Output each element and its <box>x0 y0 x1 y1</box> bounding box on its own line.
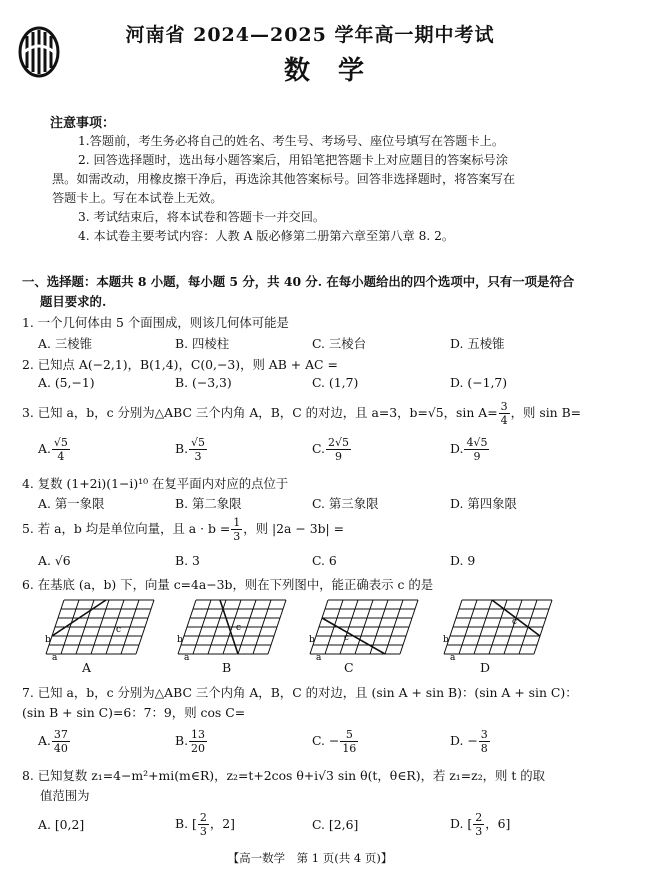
vec-a-label: a <box>184 653 190 663</box>
q7-option-b[interactable] <box>175 728 208 755</box>
note-line: 答题卡上。写在本试卷上无效。 <box>52 191 223 205</box>
option-letter: B. <box>175 733 189 748</box>
fraction <box>326 436 351 463</box>
vec-b-label: b <box>309 635 315 645</box>
fraction <box>52 436 70 463</box>
vec-a-label: a <box>316 653 322 663</box>
note-line: 3. 考试结束后，将本试卷和答题卡一并交回。 <box>78 210 326 224</box>
q2-option-d[interactable]: D. (−1,7) <box>450 375 508 390</box>
q5-option-c[interactable]: C. 6 <box>312 553 337 568</box>
question-4-stem: 4. 复数 (1+2i)(1−i)¹⁰ 在复平面内对应的点位于 <box>22 476 289 491</box>
q4-option-a[interactable]: A. 第一象限 <box>38 496 105 511</box>
numerator: 37 <box>53 728 68 741</box>
numerator: 13 <box>191 728 206 741</box>
option-letter: D. <box>450 441 464 456</box>
vec-b-label: b <box>45 635 51 645</box>
question-3-stem <box>22 400 581 427</box>
fraction <box>340 728 358 755</box>
denominator: 4 <box>57 450 65 463</box>
q5-option-d[interactable]: D. 9 <box>450 553 476 568</box>
q6-label-d: D <box>480 660 491 675</box>
denominator: 3 <box>199 825 207 838</box>
q4-option-c[interactable]: C. 第三象限 <box>312 496 379 511</box>
q7-option-d[interactable] <box>450 728 491 755</box>
numerator: 5 <box>340 728 358 742</box>
q6-figure-a[interactable] <box>45 594 156 663</box>
question-8-stem-cont: 值范围为 <box>40 788 90 803</box>
denominator: 4 <box>500 414 508 427</box>
numerator: 2√5 <box>327 436 349 449</box>
q6-label-b: B <box>222 660 232 675</box>
option-tail: ，2] <box>209 816 235 831</box>
question-8-stem: 8. 已知复数 z₁=4−m²+mi(m∈R)，z₂=t+2cos θ+i√3 sin θ(t，θ∈R)，若 z₁=z₂，则 t 的取 <box>22 768 546 783</box>
numerator: 2 <box>475 811 483 824</box>
subject-title: 数学 <box>283 56 392 86</box>
fraction <box>189 728 207 755</box>
notes-heading: 注意事项： <box>50 116 116 131</box>
numerator: 2 <box>199 811 207 824</box>
q2-option-b[interactable]: B. (−3,3) <box>175 375 232 390</box>
vec-b-label: b <box>177 635 183 645</box>
option-letter: D. [ <box>450 816 473 831</box>
q1-option-d[interactable]: D. 五棱锥 <box>450 336 505 351</box>
q3-stem-text: 3. 已知 a，b，c 分别为△ABC 三个内角 A，B，C 的对边，且 a=3，b=√5，sin A= <box>22 405 498 420</box>
q6-figure-d[interactable] <box>443 594 554 663</box>
question-7-stem: 7. 已知 a，b，c 分别为△ABC 三个内角 A，B，C 的对边，且 (sin A + sin B)：(sin A + sin C)： <box>22 685 578 700</box>
note-line: 2. 回答选择题时，选出每小题答案后，用铅笔把答题卡上对应题目的答案标号涂 <box>78 153 508 167</box>
q4-option-d[interactable]: D. 第四象限 <box>450 496 517 511</box>
numerator: 1 <box>233 516 241 529</box>
note-line: 黑。如需改动，用橡皮擦干净后，再选涂其他答案标号。回答非选择题时，将答案写在 <box>52 172 516 186</box>
vec-b-label: b <box>443 635 449 645</box>
vec-a-label: a <box>450 653 456 663</box>
fraction <box>231 516 242 543</box>
fraction <box>479 728 490 755</box>
fraction <box>464 436 489 463</box>
option-letter: C. <box>312 441 325 456</box>
q2-option-c[interactable]: C. (1,7) <box>312 375 359 390</box>
option-letter: A. <box>38 733 51 748</box>
denominator: 8 <box>480 742 488 755</box>
question-6-stem: 6. 在基底 (a，b) 下，向量 c=4a−3b，则在下列图中，能正确表示 c 的是 <box>22 577 434 592</box>
q8-option-b[interactable] <box>175 811 235 838</box>
q7-option-a[interactable] <box>38 728 71 755</box>
fraction <box>499 400 510 427</box>
exam-title: 河南省 2024—2025 学年高一期中考试 <box>125 24 495 46</box>
denominator: 16 <box>342 742 357 755</box>
q3-option-a[interactable] <box>38 436 71 463</box>
q6-figure-c[interactable] <box>309 594 420 663</box>
numerator: 3 <box>500 400 508 413</box>
section-heading: 一、选择题：本题共 8 小题，每小题 5 分，共 40 分. 在每小题给出的四个选项中，只有一项是符合 <box>22 274 575 289</box>
q5-option-b[interactable]: B. 3 <box>175 553 200 568</box>
q8-option-a[interactable]: A. [0,2] <box>38 817 85 832</box>
q6-figure-b[interactable] <box>177 594 288 663</box>
question-2-stem: 2. 已知点 A(−2,1)，B(1,4)，C(0,−3)，则 AB + AC = <box>22 357 338 372</box>
q5-stem-text: ，则 |2a − 3b| = <box>243 521 344 536</box>
page-footer: 【高一数学 第 1 页(共 4 页)】 <box>227 851 393 865</box>
vec-c-label: c <box>116 625 122 635</box>
q5-stem-text: 5. 若 a，b 均是单位向量，且 a · b = <box>22 521 231 536</box>
denominator: 40 <box>53 742 68 755</box>
q6-label-a: A <box>82 660 92 675</box>
option-letter: B. [ <box>175 816 197 831</box>
numerator: √5 <box>191 436 206 449</box>
denominator: 9 <box>334 450 342 463</box>
vec-c-label: c <box>344 633 350 643</box>
option-letter: D. − <box>450 733 478 748</box>
vec-c-label: c <box>512 617 518 627</box>
section-heading-cont: 题目要求的. <box>40 294 107 309</box>
denominator: 20 <box>191 742 206 755</box>
note-line: 4. 本试卷主要考试内容：人教 A 版必修第二册第六章至第八章 8. 2。 <box>78 229 455 243</box>
fraction <box>52 728 70 755</box>
option-letter: A. <box>38 441 51 456</box>
denominator: 9 <box>473 450 481 463</box>
option-letter: C. − <box>312 733 340 748</box>
q3-stem-text: ，则 sin B= <box>510 405 582 420</box>
q4-option-b[interactable]: B. 第二象限 <box>175 496 242 511</box>
q3-option-c[interactable] <box>312 436 352 463</box>
fraction <box>189 436 207 463</box>
question-5-stem <box>22 516 344 543</box>
question-7-stem-cont: (sin B + sin C)=6：7：9，则 cos C= <box>22 705 246 720</box>
q5-option-a[interactable]: A. √6 <box>38 553 71 568</box>
question-1-stem: 1. 一个几何体由 5 个面围成，则该几何体可能是 <box>22 315 289 330</box>
fraction <box>473 811 484 838</box>
q8-option-c[interactable]: C. [2,6] <box>312 817 359 832</box>
vec-c-label: c <box>236 623 242 633</box>
denominator: 3 <box>233 530 241 543</box>
q7-option-c[interactable] <box>312 728 359 755</box>
numerator: 3 <box>480 728 488 741</box>
q8-option-d[interactable] <box>450 811 510 838</box>
option-tail: ，6] <box>485 816 511 831</box>
q1-option-a[interactable]: A. 三棱锥 <box>38 336 92 351</box>
denominator: 3 <box>194 450 202 463</box>
denominator: 3 <box>475 825 483 838</box>
q6-label-c: C <box>344 660 354 675</box>
vec-a-label: a <box>52 653 58 663</box>
note-line: 1.答题前，考生务必将自己的姓名、考生号、考场号、座位号填写在答题卡上。 <box>78 134 505 148</box>
q3-option-d[interactable] <box>450 436 490 463</box>
numerator: 4√5 <box>466 436 488 449</box>
q3-option-b[interactable] <box>175 436 208 463</box>
q1-option-b[interactable]: B. 四棱柱 <box>175 336 230 351</box>
option-letter: B. <box>175 441 189 456</box>
numerator: √5 <box>53 436 68 449</box>
q2-option-a[interactable]: A. (5,−1) <box>38 375 95 390</box>
fraction <box>198 811 209 838</box>
q1-option-c[interactable]: C. 三棱台 <box>312 336 367 351</box>
